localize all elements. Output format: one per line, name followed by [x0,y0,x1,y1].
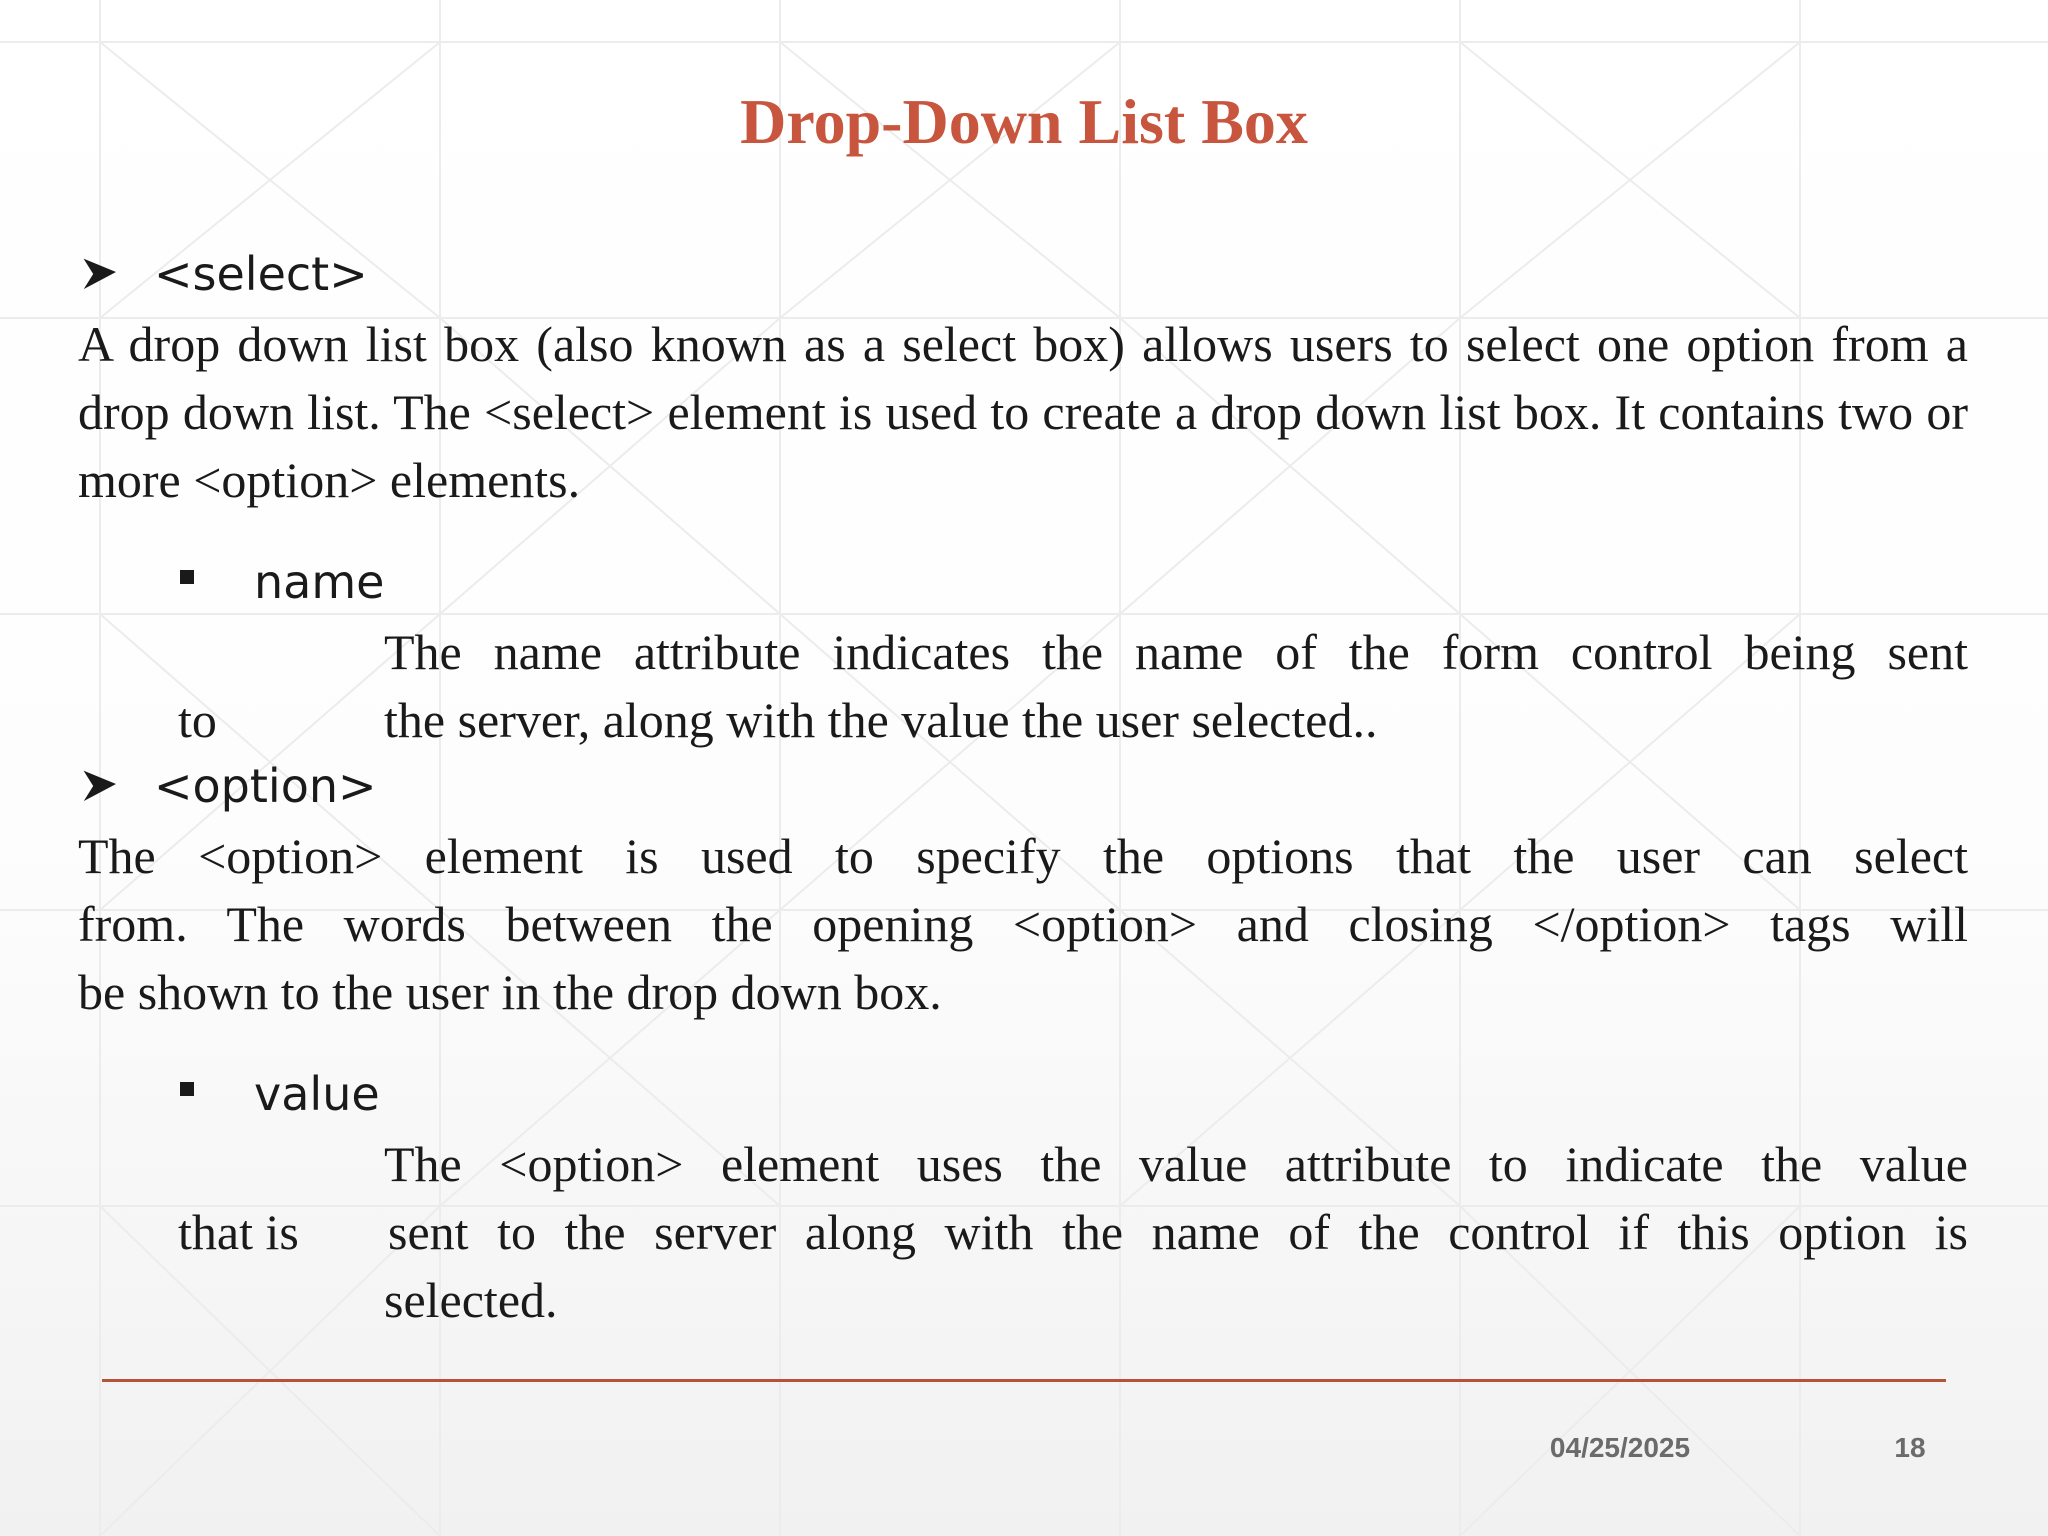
value-attribute-line-3: selected. [384,1272,558,1328]
select-heading: <select> [154,247,368,301]
footer-divider [102,1379,1946,1382]
square-bullet-icon [180,570,194,584]
option-description-line-3: be shown to the user in the drop down box. [78,964,942,1020]
footer-date: 04/25/2025 [1549,1432,1691,1463]
value-attribute-line-2: sent to the server along with the name of the control if this option is [388,1204,1968,1260]
name-attribute-label: name [254,555,385,609]
arrow-bullet-icon [78,766,118,806]
square-bullet-icon [180,1082,194,1096]
option-heading-row [78,754,377,818]
option-description-line-1: The <option> element is used to specify the options that the user can select [78,828,1968,884]
footer-page-number: 18 [1894,1432,1926,1463]
option-description-line-2: from. The words between the opening <option> and closing </option> tags will [78,896,1968,952]
select-heading-row [78,242,368,306]
name-attribute-line-2-lead: to [178,692,217,748]
arrow-bullet-icon [78,254,118,294]
slide-title: Drop-Down List Box [740,86,1308,157]
value-attribute-line-2-lead: that is [178,1204,299,1260]
name-attribute-row [180,550,384,614]
value-attribute-label: value [254,1067,380,1121]
name-attribute-line-2: the server, along with the value the user selected.. [384,692,1378,748]
option-heading: <option> [154,759,377,813]
value-attribute-row [180,1062,380,1126]
select-description: A drop down list box (also known as a select box) allows users to select one option from a drop down list. The <select> element is used to create a drop down list box. It contains two or more <option> elements. [78,316,1968,508]
value-attribute-line-1: The <option> element uses the value attribute to indicate the value [384,1136,1968,1192]
name-attribute-line-1: The name attribute indicates the name of the form control being sent [384,624,1968,680]
